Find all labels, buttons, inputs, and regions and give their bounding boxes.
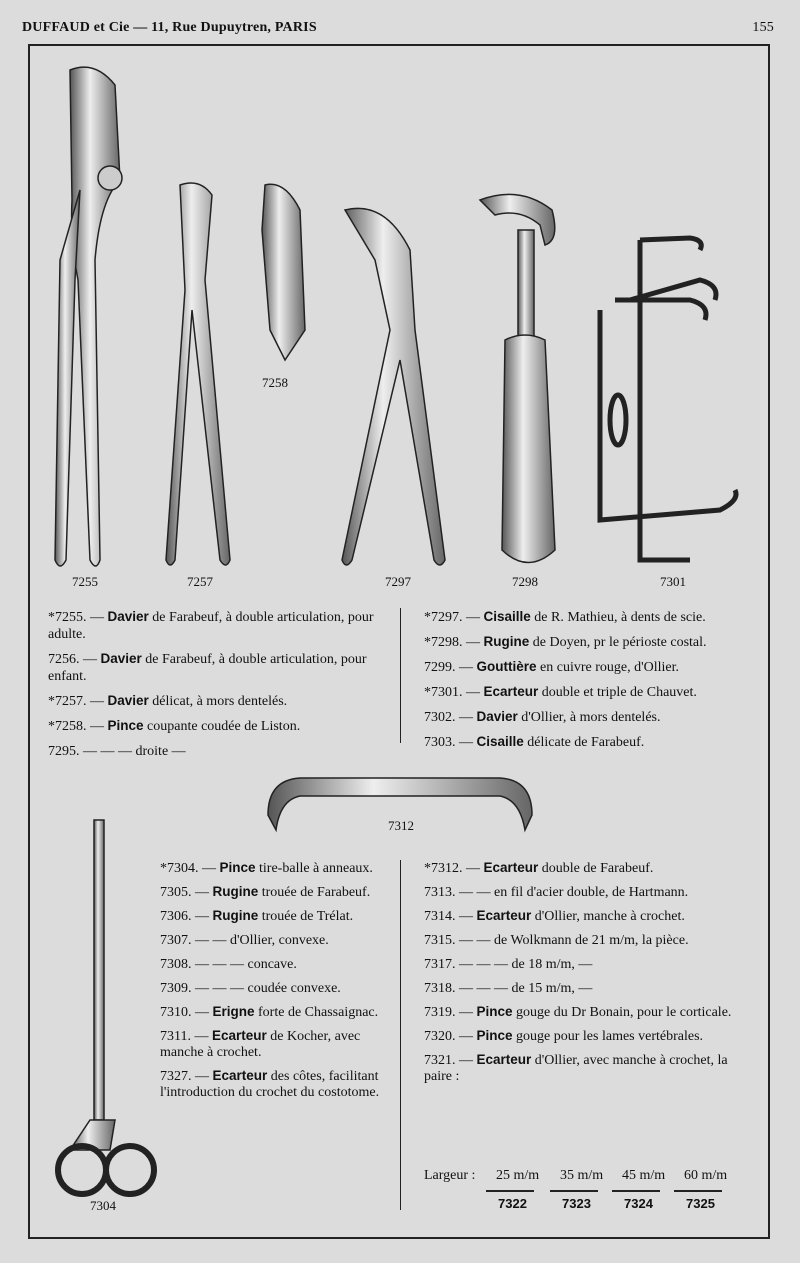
pliers-7258-drawing	[262, 184, 305, 360]
catalog-entry: *7298. — Rugine de Doyen, pr le périoste costal.	[424, 634, 707, 650]
catalog-entry: *7312. — Ecarteur double de Farabeuf.	[424, 860, 654, 876]
retractor-7301-drawing	[600, 238, 736, 560]
catalog-entry: 7319. — Pince gouge du Dr Bonain, pour le corticale.	[424, 1004, 732, 1020]
column-divider	[400, 860, 401, 1210]
size-code: 7323	[562, 1196, 591, 1211]
column-divider	[400, 608, 401, 743]
width-bar	[674, 1190, 722, 1192]
figure-number-7257: 7257	[187, 574, 213, 589]
catalog-entry: 7306. — Rugine trouée de Trélat.	[160, 908, 354, 924]
page-number: 155	[752, 20, 774, 35]
width-bar	[612, 1190, 660, 1192]
catalog-entry: *7255. — Davier de Farabeuf, à double articulation, pour adulte.	[48, 609, 374, 642]
publisher-address: DUFFAUD et Cie — 11, Rue Dupuytren, PARIS	[22, 20, 317, 35]
figure-number-7312: 7312	[388, 818, 414, 833]
rugine-7298-drawing	[480, 194, 555, 562]
width-value: 25 m/m	[496, 1168, 540, 1183]
entries-bottom-middle	[160, 860, 385, 1108]
shears-7297-drawing	[342, 208, 445, 565]
size-code: 7322	[498, 1196, 527, 1211]
catalog-entry: *7257. — Davier délicat, à mors dentelés.	[48, 693, 288, 709]
catalog-entry: 7314. — Ecarteur d'Ollier, manche à crochet.	[424, 908, 685, 924]
width-value: 60 m/m	[684, 1168, 728, 1183]
size-code: 7324	[624, 1196, 653, 1211]
catalog-entry: 7295. — — — droite —	[48, 744, 186, 759]
catalog-entry: 7313. — — en fil d'acier double, de Hartmann.	[424, 885, 689, 900]
figure-number-7301: 7301	[660, 574, 686, 589]
entries-bottom-right	[424, 860, 759, 1092]
catalog-entry: *7301. — Ecarteur double et triple de Chauvet.	[424, 684, 697, 700]
catalog-entry: 7307. — — d'Ollier, convexe.	[160, 933, 329, 948]
figure-number-7297: 7297	[385, 574, 411, 589]
catalog-entry: 7315. — — de Wolkmann de 21 m/m, la pièce.	[424, 933, 689, 948]
catalog-entry: 7309. — — — coudée convexe.	[160, 981, 341, 996]
width-value: 35 m/m	[560, 1168, 604, 1183]
figure-number-7258: 7258	[262, 375, 288, 390]
catalog-entry: 7321. — Ecarteur d'Ollier, avec manche à crochet, la paire :	[424, 1052, 728, 1084]
catalog-entry: *7258. — Pince coupante coudée de Liston.	[48, 718, 301, 734]
figure-number-7304: 7304	[90, 1198, 116, 1213]
catalog-entry: 7317. — — — de 18 m/m, —	[424, 957, 593, 972]
figure-number-7298: 7298	[512, 574, 538, 589]
catalog-entry: 7299. — Gouttière en cuivre rouge, d'Ollier.	[424, 659, 679, 675]
catalog-entry: 7327. — Ecarteur des côtes, facilitant l'introduction du crochet du costotome.	[160, 1068, 380, 1100]
width-bar	[486, 1190, 534, 1192]
width-sizes-table	[424, 1168, 759, 1218]
width-value: 45 m/m	[622, 1168, 666, 1183]
forceps-7304-drawing	[58, 820, 154, 1194]
catalog-entry: 7256. — Davier de Farabeuf, à double articulation, pour enfant.	[48, 651, 367, 684]
catalog-entry: 7303. — Cisaille délicate de Farabeuf.	[424, 734, 645, 750]
entries-top-right	[424, 608, 764, 758]
catalog-entry: *7304. — Pince tire-balle à anneaux.	[160, 860, 373, 876]
figure-number-7255: 7255	[72, 574, 98, 589]
catalog-entry: 7308. — — — concave.	[160, 957, 297, 972]
catalog-entry: 7302. — Davier d'Ollier, à mors dentelés.	[424, 709, 661, 725]
catalog-entry: 7311. — Ecarteur de Kocher, avec manche à crochet.	[160, 1028, 361, 1060]
entries-top-left	[48, 608, 388, 767]
forceps-7257-drawing	[166, 183, 230, 565]
catalog-entry: 7310. — Erigne forte de Chassaignac.	[160, 1004, 379, 1020]
width-label: Largeur :	[424, 1168, 476, 1183]
catalog-entry: *7297. — Cisaille de R. Mathieu, à dents de scie.	[424, 609, 706, 625]
catalog-entry: 7318. — — — de 15 m/m, —	[424, 981, 593, 996]
width-bar	[550, 1190, 598, 1192]
catalog-entry: 7305. — Rugine trouée de Farabeuf.	[160, 884, 371, 900]
size-code: 7325	[686, 1196, 715, 1211]
catalog-entry: 7320. — Pince gouge pour les lames vertébrales.	[424, 1028, 704, 1044]
forceps-7255-drawing	[55, 67, 122, 566]
